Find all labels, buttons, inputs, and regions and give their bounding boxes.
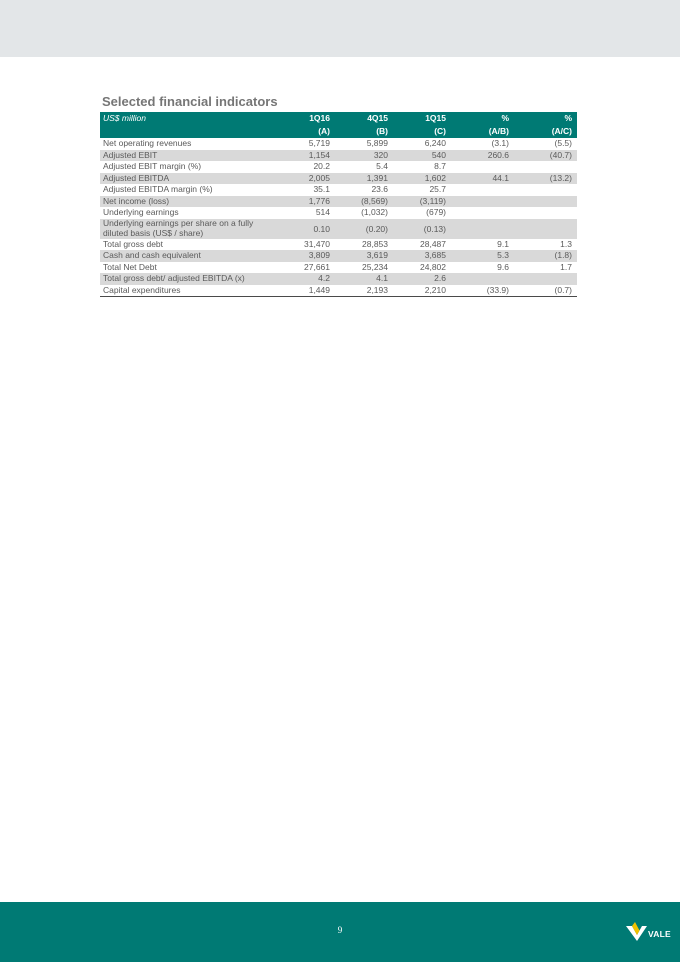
table-row xyxy=(100,196,577,208)
cell-4q15: (1,032) xyxy=(361,207,388,217)
cell-pct-ab xyxy=(451,161,514,173)
cell-1q15: 24,802 xyxy=(420,261,446,272)
cell-pct-ab: 260.6 xyxy=(451,150,514,162)
cell-pct-ac: (13.2) xyxy=(514,173,577,185)
cell-1q16: 27,661 xyxy=(304,261,330,272)
cell-pct-ac: (40.7) xyxy=(514,150,577,162)
cell-4q15: 25,234 xyxy=(362,261,388,272)
table-row xyxy=(100,239,577,251)
table-row xyxy=(100,219,577,239)
page-number: 9 xyxy=(337,925,343,935)
cell-1q15: 540 xyxy=(393,150,451,162)
cell-pct-ac xyxy=(514,161,577,173)
cell-pct-ab: (3.1) xyxy=(491,138,509,148)
cell-1q15: (3,119) xyxy=(393,196,451,208)
cell-pct-ab: 9.1 xyxy=(497,238,509,249)
table-row xyxy=(100,262,577,274)
row-label: Adjusted EBIT xyxy=(100,150,276,162)
row-label: Adjusted EBIT margin (%) xyxy=(103,161,202,171)
cell-4q15: 4.1 xyxy=(335,273,393,285)
cell-pct-ab xyxy=(451,196,514,208)
cell-1q16: 1,776 xyxy=(276,196,335,208)
financial-indicators-table xyxy=(100,112,577,297)
row-label: Underlying earnings per share on a fully diluted basis (US$ / share) xyxy=(100,219,276,239)
cell-pct-ac: 1.3 xyxy=(560,238,572,249)
cell-4q15: (8,569) xyxy=(335,196,393,208)
cell-pct-ac: 1.7 xyxy=(560,261,572,272)
row-label: Total gross debt/ adjusted EBITDA (x) xyxy=(100,273,276,285)
column-header-unit: US$ million xyxy=(100,112,276,125)
cell-pct-ab xyxy=(451,184,514,196)
cell-1q16: 1,154 xyxy=(276,150,335,162)
cell-1q16: 3,809 xyxy=(276,250,335,262)
row-label: Total gross debt xyxy=(103,238,164,249)
cell-pct-ac xyxy=(514,207,577,219)
table-row xyxy=(100,150,577,162)
cell-1q15: 2.6 xyxy=(393,273,451,285)
table-header-subrow xyxy=(100,125,577,138)
cell-1q16: 5,719 xyxy=(308,138,330,148)
table-row xyxy=(100,138,577,150)
cell-1q16: 0.10 xyxy=(276,219,335,239)
row-label: Total Net Debt xyxy=(103,261,157,272)
cell-1q15: (0.13) xyxy=(393,219,451,239)
column-subheader-b: (B) xyxy=(335,125,393,138)
cell-1q16: 2,005 xyxy=(276,173,335,185)
column-subheader-unit xyxy=(100,125,276,138)
row-label: Adjusted EBITDA xyxy=(100,173,276,185)
cell-pct-ab: (33.9) xyxy=(451,285,514,297)
cell-4q15: 2,193 xyxy=(335,285,393,297)
column-header-1q16: 1Q16 xyxy=(276,112,335,125)
cell-pct-ab: 9.6 xyxy=(497,261,509,272)
column-header-pct-ab: % xyxy=(451,112,514,125)
column-subheader-c: (C) xyxy=(393,125,451,138)
row-label: Net operating revenues xyxy=(103,138,192,148)
column-subheader-ac: (A/C) xyxy=(514,125,577,138)
cell-pct-ab xyxy=(451,219,514,239)
cell-1q16: 35.1 xyxy=(313,184,330,194)
cell-1q15: 25.7 xyxy=(429,184,446,194)
cell-pct-ac: (1.8) xyxy=(514,250,577,262)
logo-wordmark: VALE xyxy=(648,929,671,939)
row-label: Cash and cash equivalent xyxy=(100,250,276,262)
cell-1q16: 1,449 xyxy=(276,285,335,297)
table-row xyxy=(100,285,577,297)
cell-1q15: 6,240 xyxy=(424,138,446,148)
cell-pct-ac xyxy=(514,184,577,196)
vale-logo xyxy=(626,922,676,942)
table-header-row xyxy=(100,112,577,125)
column-subheader-ab: (A/B) xyxy=(451,125,514,138)
table-row xyxy=(100,161,577,173)
table-row xyxy=(100,184,577,196)
column-header-4q15: 4Q15 xyxy=(335,112,393,125)
cell-pct-ac: (0.7) xyxy=(514,285,577,297)
cell-1q16: 31,470 xyxy=(304,238,330,249)
column-subheader-a: (A) xyxy=(276,125,335,138)
cell-4q15: 23.6 xyxy=(371,184,388,194)
cell-4q15: (0.20) xyxy=(335,219,393,239)
cell-pct-ac xyxy=(514,219,577,239)
cell-pct-ac xyxy=(514,196,577,208)
table-row xyxy=(100,173,577,185)
row-label: Underlying earnings xyxy=(103,207,179,217)
cell-pct-ab xyxy=(451,273,514,285)
cell-4q15: 320 xyxy=(335,150,393,162)
cell-4q15: 28,853 xyxy=(362,238,388,249)
table-row xyxy=(100,273,577,285)
cell-4q15: 5,899 xyxy=(366,138,388,148)
vale-v-logo-icon xyxy=(626,922,648,942)
column-header-pct-ac: % xyxy=(514,112,577,125)
cell-4q15: 1,391 xyxy=(335,173,393,185)
cell-4q15: 3,619 xyxy=(335,250,393,262)
cell-pct-ab: 5.3 xyxy=(451,250,514,262)
column-header-1q15: 1Q15 xyxy=(393,112,451,125)
cell-1q16: 20.2 xyxy=(313,161,330,171)
cell-pct-ab: 44.1 xyxy=(451,173,514,185)
cell-1q15: (679) xyxy=(426,207,446,217)
cell-1q15: 2,210 xyxy=(393,285,451,297)
cell-4q15: 5.4 xyxy=(376,161,388,171)
table-row xyxy=(100,207,577,219)
cell-1q15: 28,487 xyxy=(420,238,446,249)
row-label: Adjusted EBITDA margin (%) xyxy=(103,184,213,194)
row-label: Net income (loss) xyxy=(100,196,276,208)
cell-pct-ac: (5.5) xyxy=(554,138,572,148)
table-row xyxy=(100,250,577,262)
row-label: Capital expenditures xyxy=(100,285,276,297)
cell-1q16: 514 xyxy=(315,207,330,217)
cell-pct-ab xyxy=(451,207,514,219)
top-header-band xyxy=(0,0,680,57)
cell-1q15: 1,602 xyxy=(393,173,451,185)
cell-pct-ac xyxy=(514,273,577,285)
cell-1q15: 8.7 xyxy=(434,161,446,171)
cell-1q15: 3,685 xyxy=(393,250,451,262)
cell-1q16: 4.2 xyxy=(276,273,335,285)
section-title: Selected financial indicators xyxy=(102,94,278,109)
